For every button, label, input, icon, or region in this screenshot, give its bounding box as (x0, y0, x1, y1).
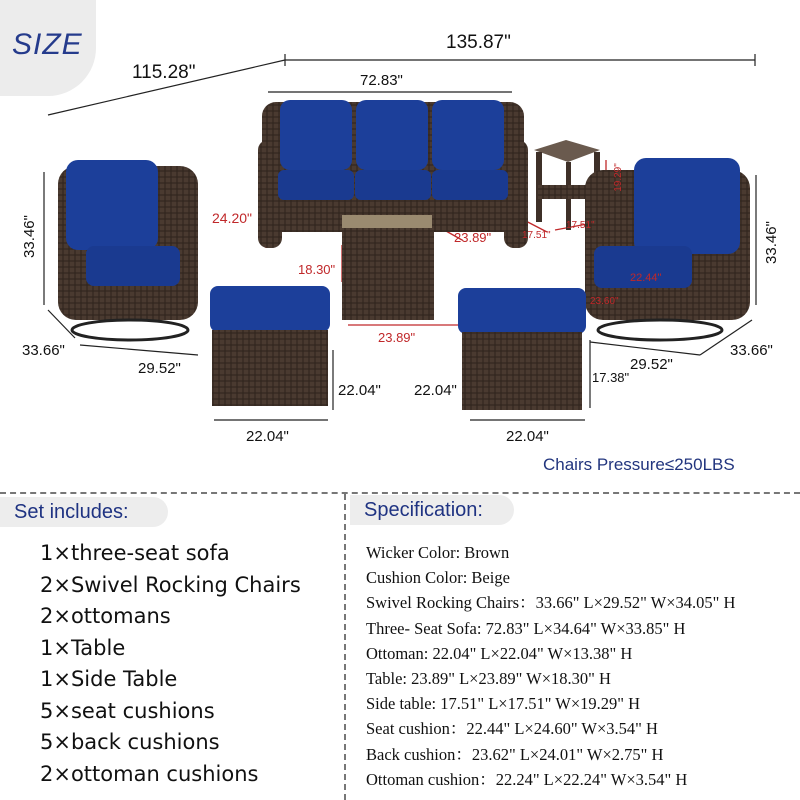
set-includes-heading: Set includes: (0, 497, 168, 527)
dim-left-ottoman-width: 22.04" (246, 428, 289, 445)
spec-item: Wicker Color: Brown (366, 543, 510, 562)
dim-ottoman-height: 17.38" (592, 370, 630, 385)
list-item: 5×back cushions (40, 730, 220, 754)
spec-item: Seat cushion：22.44" L×24.60" W×3.54" H (366, 719, 658, 739)
dim-sofa-width: 72.83" (360, 72, 403, 89)
list-item: 5×seat cushions (40, 698, 215, 723)
list-item: 1×Table (40, 635, 126, 660)
right-swivel-chair (585, 158, 750, 340)
list-item: 2×ottoman cushions (40, 761, 259, 786)
dim-sofa-seat-height: 24.20" (212, 210, 253, 226)
vertical-divider (344, 494, 346, 800)
dim-right-chair-height: 33.46" (762, 221, 780, 264)
dim-table-width: 23.89" (378, 330, 416, 345)
specification-list (366, 540, 735, 792)
dim-table-depth-top: 23.89" (454, 230, 492, 245)
spec-item: Cushion Color: Beige (366, 568, 510, 588)
dim-right-ottoman-depth: 22.04" (414, 382, 457, 399)
list-item: 1×Side Table (40, 667, 178, 691)
dim-left-ottoman-depth: 22.04" (338, 382, 381, 399)
spec-item: Side table: 17.51" L×17.51" W×19.29" H (366, 694, 641, 714)
dim-side-table-w2: 17.51" (566, 220, 595, 231)
dim-left-chair-depth: 33.66" (22, 342, 65, 359)
left-swivel-chair (58, 160, 198, 340)
dim-chair-seat-depth: 23.60" (590, 296, 619, 307)
spec-item: Swivel Rocking Chairs：33.66" L×29.52" W×34.05" H (366, 593, 736, 613)
spec-item: Ottoman cushion：22.24" L×22.24" W×3.54" H (366, 769, 688, 789)
spec-item: Three- Seat Sofa: 72.83" L×34.64" W×33.85" H (366, 618, 686, 638)
center-table (342, 215, 434, 320)
dim-side-table-height: 19.29" (612, 163, 624, 192)
dim-right-ottoman-width: 22.04" (506, 428, 549, 445)
dim-side-table-w1: 17.51" (522, 230, 551, 241)
chairs-pressure-note: Chairs Pressure≤250LBS (543, 455, 735, 474)
left-ottoman (210, 286, 330, 406)
dim-right-chair-width: 29.52" (630, 356, 673, 373)
dim-table-height: 18.30" (298, 262, 336, 277)
dim-left-chair-width: 29.52" (138, 360, 181, 377)
size-title: SIZE (12, 28, 83, 61)
list-item: 2×Swivel Rocking Chairs (40, 572, 301, 597)
spec-item: Table: 23.89" L×23.89" W×18.30" H (366, 669, 611, 689)
dim-chair-seat-width: 22.44" (630, 272, 662, 284)
dim-total-width: 135.87" (446, 32, 511, 53)
dim-total-depth: 115.28" (132, 62, 196, 83)
list-item: 2×ottomans (40, 604, 171, 628)
specification-heading: Specification: (350, 495, 514, 525)
dim-left-chair-height: 33.46" (20, 215, 38, 258)
dim-right-chair-depth: 33.66" (730, 342, 773, 359)
right-ottoman (458, 288, 586, 410)
spec-item: Ottoman: 22.04" L×22.04" W×13.38" H (366, 643, 633, 663)
set-includes-list (40, 538, 301, 790)
horizontal-divider (0, 492, 800, 494)
list-item: 1×three-seat sofa (40, 541, 230, 565)
spec-item: Back cushion：23.62" L×24.01" W×2.75" H (366, 744, 664, 764)
